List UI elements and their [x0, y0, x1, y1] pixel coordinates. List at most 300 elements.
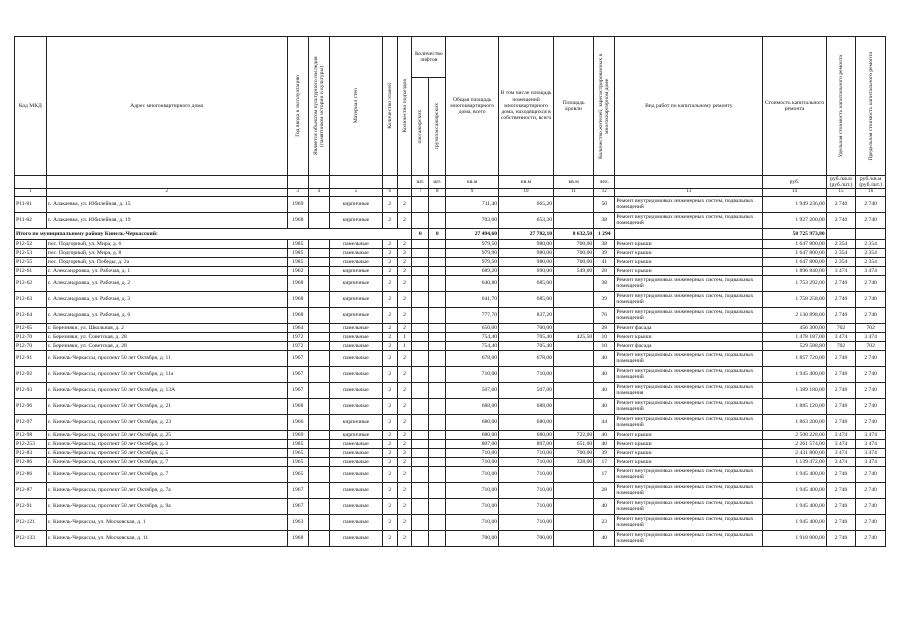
cell-lifts-cargo [429, 323, 446, 332]
cell-max-cost: 3 474 [856, 457, 886, 466]
cell-max-cost: 2 740 [856, 275, 886, 291]
cell-cultural [308, 291, 329, 307]
table-row [15, 212, 886, 228]
cell-year: 1965 [287, 457, 308, 466]
table-row [15, 275, 886, 291]
table-row [15, 439, 886, 448]
cell-max-cost: 3 474 [856, 430, 886, 439]
cell-works: Ремонт внутридомовых инженерных систем, подвальных помещений [615, 414, 763, 430]
cell-area-owned: 685,00 [499, 291, 554, 307]
cell-people: 10 [594, 341, 615, 350]
register-body [15, 196, 886, 546]
cell-max-cost: 2 740 [856, 414, 886, 430]
column-number: 12 [594, 189, 615, 196]
cell-code: Р12-86 [15, 466, 47, 482]
cell-floors: 2 [382, 414, 397, 430]
cell-lifts-cargo [429, 530, 446, 546]
cell-area-owned: 710,00 [499, 498, 554, 514]
unit-lifts-2: шт. [429, 176, 446, 189]
cell-works: Ремонт крыши [615, 248, 763, 257]
cell-cost: 1 753 292,00 [763, 275, 826, 291]
cell-floors: 2 [382, 514, 397, 530]
cell-area-owned: 653,30 [499, 212, 554, 228]
cell-area-total: 710,00 [446, 498, 499, 514]
cell-cultural [308, 439, 329, 448]
table-row [15, 307, 886, 323]
table-row [15, 430, 886, 439]
total-lifts-cargo: 0 [429, 228, 446, 239]
cell-floors: 2 [382, 332, 397, 341]
cell-address: пос. Подгорный, ул. Мира, д. 6 [46, 239, 287, 248]
cell-people: 39 [594, 291, 615, 307]
cell-cost: 1 389 180,00 [763, 382, 826, 398]
cell-code: Р12-70 [15, 341, 47, 350]
cell-people: 28 [594, 482, 615, 498]
cell-lifts-passenger [412, 466, 429, 482]
cell-max-cost: 2 740 [856, 482, 886, 498]
cell-cultural [308, 350, 329, 366]
cell-material: панельные [329, 350, 382, 366]
cell-area-total: 640,80 [446, 275, 499, 291]
cell-roof [554, 323, 594, 332]
cell-roof: 425,50 [554, 332, 594, 341]
cell-area-total: 710,00 [446, 448, 499, 457]
cell-year: 1968 [287, 275, 308, 291]
cell-area-owned: 678,00 [499, 350, 554, 366]
cell-lifts-passenger [412, 257, 429, 266]
cell-roof [554, 341, 594, 350]
unit-unit-cost: руб./кв.м (руб./шт.) [826, 176, 856, 189]
cell-area-owned: 710,00 [499, 366, 554, 382]
cell-lifts-cargo [429, 398, 446, 414]
cell-unit-cost: 2 740 [826, 196, 856, 212]
cell-floors: 2 [382, 430, 397, 439]
cell-roof [554, 196, 594, 212]
cell-entrances: 2 [397, 350, 412, 366]
cell-lifts-passenger [412, 398, 429, 414]
cell-entrances: 2 [397, 530, 412, 546]
cell-cost: 1 647 800,00 [763, 248, 826, 257]
cell-entrances: 2 [397, 212, 412, 228]
cell-address: с. Алакаевка, ул. Юбилейная, д. 15 [46, 196, 287, 212]
cell-cost: 1 949 236,00 [763, 196, 826, 212]
cell-entrances: 2 [397, 498, 412, 514]
cell-works: Ремонт внутридомовых инженерных систем, подвальных помещений [615, 350, 763, 366]
cell-people: 39 [594, 248, 615, 257]
cell-area-owned: 710,00 [499, 457, 554, 466]
cell-cost: 456 300,00 [763, 323, 826, 332]
cell-lifts-passenger [412, 239, 429, 248]
cell-year: 1969 [287, 196, 308, 212]
cell-area-owned: 980,00 [499, 248, 554, 257]
cell-people: 41 [594, 257, 615, 266]
cell-lifts-passenger [412, 498, 429, 514]
cell-cost: 529 588,80 [763, 341, 826, 350]
cell-material: кирпичные [329, 414, 382, 430]
cell-cultural [308, 307, 329, 323]
cell-area-total: 700,00 [446, 530, 499, 546]
cell-unit-cost: 2 740 [826, 291, 856, 307]
cell-people: 38 [594, 239, 615, 248]
cell-area-owned: 807,00 [499, 439, 554, 448]
cell-entrances: 2 [397, 398, 412, 414]
cell-unit-cost: 2 740 [826, 398, 856, 414]
cell-year: 1965 [287, 448, 308, 457]
header-area-total: Общая площадь многоквартирного дома, всего [446, 37, 499, 176]
cell-people: 40 [594, 366, 615, 382]
cell-address: с. Александровка, ул. Рабочая, д. 1 [46, 266, 287, 275]
cell-people: 23 [594, 514, 615, 530]
cell-cultural [308, 530, 329, 546]
cell-entrances: 2 [397, 257, 412, 266]
cell-entrances: 2 [397, 439, 412, 448]
cell-unit-cost: 2 740 [826, 307, 856, 323]
cell-cultural [308, 482, 329, 498]
cell-cost: 2 431 800,00 [763, 448, 826, 457]
cell-unit-cost: 2 740 [826, 466, 856, 482]
cell-floors: 2 [382, 275, 397, 291]
header-works: Вид работ по капитальному ремонту [615, 37, 763, 176]
cell-floors: 2 [382, 248, 397, 257]
cell-address: с. Кинель-Черкассы, проспект 50 лет Октября, д. 21 [46, 398, 287, 414]
cell-roof: 700,00 [554, 448, 594, 457]
cell-material: панельные [329, 514, 382, 530]
cell-roof [554, 482, 594, 498]
cell-floors: 2 [382, 291, 397, 307]
cell-people: 40 [594, 530, 615, 546]
cell-address: с. Кинель-Черкассы, проспект 50 лет Октября, д. 11а [46, 366, 287, 382]
cell-max-cost: 2 740 [856, 366, 886, 382]
cell-code: Р12-63 [15, 291, 47, 307]
cell-people: 40 [594, 398, 615, 414]
cell-year: 1965 [287, 466, 308, 482]
cell-area-owned: 688,00 [499, 398, 554, 414]
cell-year: 1963 [287, 514, 308, 530]
column-number: 3 [287, 189, 308, 196]
cell-max-cost: 2 740 [856, 291, 886, 307]
table-row [15, 257, 886, 266]
cell-lifts-cargo [429, 366, 446, 382]
cell-area-owned: 705,40 [499, 332, 554, 341]
cell-lifts-passenger [412, 266, 429, 275]
cell-max-cost: 3 474 [856, 332, 886, 341]
column-number: 9 [446, 189, 499, 196]
cell-roof [554, 291, 594, 307]
column-number: 1 [15, 189, 47, 196]
cell-lifts-cargo [429, 212, 446, 228]
cell-lifts-passenger [412, 291, 429, 307]
unit-max-cost: руб./кв.м (руб./шт.) [856, 176, 886, 189]
cell-code: Р12-98 [15, 430, 47, 439]
cell-address: пос. Подгорный, ул. Мира, д. 8 [46, 248, 287, 257]
cell-area-owned: 665,20 [499, 196, 554, 212]
table-row [15, 266, 886, 275]
cell-works: Ремонт внутридомовых инженерных систем, подвальных помещений [615, 530, 763, 546]
column-number: 10 [499, 189, 554, 196]
cell-code: Р12-96 [15, 398, 47, 414]
cell-material: панельные [329, 466, 382, 482]
table-row [15, 498, 886, 514]
cell-lifts-passenger [412, 457, 429, 466]
cell-year: 1962 [287, 266, 308, 275]
cell-lifts-cargo [429, 466, 446, 482]
cell-area-total: 710,00 [446, 457, 499, 466]
cell-lifts-cargo [429, 248, 446, 257]
table-row [15, 466, 886, 482]
cell-code: Р12-133 [15, 530, 47, 546]
cell-lifts-cargo [429, 196, 446, 212]
cell-area-owned: 980,00 [499, 239, 554, 248]
cell-address: с. Кинель-Черкассы, ул. Московская, д. 11 [46, 530, 287, 546]
cell-roof [554, 398, 594, 414]
cell-max-cost: 3 474 [856, 448, 886, 457]
cell-entrances: 2 [397, 366, 412, 382]
cell-cost: 1 918 000,00 [763, 530, 826, 546]
cell-unit-cost: 3 474 [826, 332, 856, 341]
cell-entrances: 2 [397, 430, 412, 439]
cell-unit-cost: 3 474 [826, 448, 856, 457]
cell-year: 1985 [287, 257, 308, 266]
cell-area-total: 680,00 [446, 414, 499, 430]
cell-unit-cost: 3 474 [826, 430, 856, 439]
cell-lifts-passenger [412, 275, 429, 291]
cell-material: кирпичные [329, 291, 382, 307]
cell-lifts-cargo [429, 307, 446, 323]
header-max-cost: Предельная стоимость капитального ремонта [856, 37, 886, 176]
cell-unit-cost: 2 740 [826, 350, 856, 366]
cell-code: Р12-93 [15, 382, 47, 398]
cell-works: Ремонт внутридомовых инженерных систем, подвальных помещений [615, 307, 763, 323]
cell-unit-cost: 2 740 [826, 275, 856, 291]
cell-cost: 1 945 400,00 [763, 482, 826, 498]
total-lifts-passenger: 0 [412, 228, 429, 239]
cell-lifts-cargo [429, 457, 446, 466]
cell-material: кирпичные [329, 430, 382, 439]
cell-lifts-passenger [412, 448, 429, 457]
table-row [15, 398, 886, 414]
cell-area-total: 979,50 [446, 257, 499, 266]
table-row [15, 341, 886, 350]
cell-people: 50 [594, 196, 615, 212]
cell-material: панельные [329, 457, 382, 466]
cell-cost: 2 130 898,00 [763, 307, 826, 323]
cell-max-cost: 2 740 [856, 398, 886, 414]
cell-roof [554, 366, 594, 382]
total-area-owned: 27 782,10 [499, 228, 554, 239]
header-area-owned: В том числе площадь помещений многоквартирного дома, находящихся в собственности, всего [499, 37, 554, 176]
cell-lifts-passenger [412, 248, 429, 257]
cell-address: с. Кинель-Черкассы, проспект 50 лет Октября, д. 7а [46, 482, 287, 498]
cell-year: 1968 [287, 530, 308, 546]
cell-material: панельные [329, 341, 382, 350]
column-number: 5 [329, 189, 382, 196]
cell-lifts-cargo [429, 350, 446, 366]
cell-code: Р12-92 [15, 366, 47, 382]
cell-lifts-cargo [429, 482, 446, 498]
cell-address: с. Александровка, ул. Рабочая, д. 6 [46, 307, 287, 323]
header-address: Адрес многоквартирного дома [46, 37, 287, 176]
total-area: 27 494,60 [446, 228, 499, 239]
cell-area-owned: 710,00 [499, 448, 554, 457]
cell-material: кирпичные [329, 266, 382, 275]
cell-area-total: 754,40 [446, 332, 499, 341]
cell-cost: 1 647 800,00 [763, 257, 826, 266]
cell-cultural [308, 266, 329, 275]
table-row [15, 514, 886, 530]
cell-floors: 2 [382, 482, 397, 498]
cell-lifts-passenger [412, 414, 429, 430]
cell-lifts-passenger [412, 307, 429, 323]
cell-lifts-passenger [412, 332, 429, 341]
cell-unit-cost: 2 354 [826, 239, 856, 248]
cell-works: Ремонт фасада [615, 323, 763, 332]
cell-area-total: 979,90 [446, 248, 499, 257]
cell-year: 1967 [287, 482, 308, 498]
header-row [15, 37, 886, 78]
cell-people: 40 [594, 350, 615, 366]
cell-area-owned: 710,00 [499, 466, 554, 482]
column-number: 15 [826, 189, 856, 196]
cell-code: Р12-97 [15, 414, 47, 430]
cell-material: панельные [329, 439, 382, 448]
cell-cultural [308, 430, 329, 439]
column-number: 6 [382, 189, 397, 196]
column-number: 4 [308, 189, 329, 196]
header-floors: Количество этажей [382, 37, 397, 176]
cell-cultural [308, 398, 329, 414]
cell-roof [554, 307, 594, 323]
cell-lifts-passenger [412, 341, 429, 350]
cell-max-cost: 2 740 [856, 196, 886, 212]
cell-works: Ремонт внутридомовых инженерных систем, подвальных помещений [615, 466, 763, 482]
cell-roof [554, 530, 594, 546]
cell-floors: 2 [382, 382, 397, 398]
cell-entrances: 2 [397, 196, 412, 212]
cell-cultural [308, 366, 329, 382]
cell-material: панельные [329, 530, 382, 546]
cell-address: с. Алакаевка, ул. Юбилейная, д. 19 [46, 212, 287, 228]
cell-max-cost: 2 354 [856, 257, 886, 266]
cell-people: 40 [594, 382, 615, 398]
header-lifts: Количество лифтов [412, 37, 446, 78]
cell-area-total: 678,00 [446, 350, 499, 366]
cell-material: кирпичные [329, 212, 382, 228]
cell-area-total: 979,50 [446, 239, 499, 248]
cell-max-cost: 2 354 [856, 239, 886, 248]
cell-code: Р12-61 [15, 266, 47, 275]
cell-cultural [308, 323, 329, 332]
column-number: 2 [46, 189, 287, 196]
cell-lifts-cargo [429, 448, 446, 457]
cell-year: 1967 [287, 498, 308, 514]
cell-max-cost: 702 [856, 341, 886, 350]
cell-address: с. Александровка, ул. Рабочая, д. 2 [46, 275, 287, 291]
total-row [15, 228, 886, 239]
cell-area-total: 703,00 [446, 212, 499, 228]
cell-lifts-cargo [429, 382, 446, 398]
cell-cost: 1 758 258,00 [763, 291, 826, 307]
cell-address: с. Кинель-Черкассы, проспект 50 лет Октября, д. 7 [46, 466, 287, 482]
cell-code: Р11-82 [15, 212, 47, 228]
column-numbers-row [15, 189, 886, 196]
cell-material: панельные [329, 248, 382, 257]
cell-works: Ремонт крыши [615, 257, 763, 266]
cell-entrances: 2 [397, 307, 412, 323]
cell-cultural [308, 248, 329, 257]
cell-floors: 2 [382, 341, 397, 350]
cell-lifts-cargo [429, 257, 446, 266]
cell-works: Ремонт внутридомовых инженерных систем, подвальных помещений [615, 514, 763, 530]
cell-roof: 700,00 [554, 248, 594, 257]
cell-max-cost: 3 474 [856, 439, 886, 448]
unit-roof: кв.м [554, 176, 594, 189]
cell-cost: 2 261 574,00 [763, 439, 826, 448]
cell-roof: 549,00 [554, 266, 594, 275]
cell-roof: 700,00 [554, 257, 594, 266]
cell-max-cost: 2 740 [856, 530, 886, 546]
cell-people: 17 [594, 466, 615, 482]
cell-floors: 2 [382, 439, 397, 448]
cell-entrances: 2 [397, 323, 412, 332]
cell-works: Ремонт крыши [615, 266, 763, 275]
cell-material: панельные [329, 498, 382, 514]
cell-cost: 1 945 400,00 [763, 366, 826, 382]
cell-year: 1968 [287, 291, 308, 307]
cell-year: 1967 [287, 350, 308, 366]
column-number [397, 189, 412, 196]
cell-cultural [308, 196, 329, 212]
cell-area-owned: 700,00 [499, 323, 554, 332]
cell-year: 1985 [287, 248, 308, 257]
cell-material: панельные [329, 448, 382, 457]
cell-lifts-passenger [412, 514, 429, 530]
cell-cultural [308, 498, 329, 514]
cell-lifts-cargo [429, 239, 446, 248]
cell-cultural [308, 332, 329, 341]
cell-roof [554, 275, 594, 291]
cell-max-cost: 2 740 [856, 212, 886, 228]
cell-floors: 2 [382, 239, 397, 248]
cell-code: Р12-53 [15, 248, 47, 257]
table-row [15, 239, 886, 248]
capital-repair-register [14, 36, 886, 547]
cell-entrances: 2 [397, 514, 412, 530]
cell-lifts-passenger [412, 482, 429, 498]
total-cost: 58 725 973,80 [763, 228, 826, 239]
cell-address: с. Кинель-Черкассы, проспект 50 лет Октября, д. 11 [46, 350, 287, 366]
cell-works: Ремонт крыши [615, 332, 763, 341]
cell-area-total: 710,00 [446, 482, 499, 498]
cell-works: Ремонт внутридомовых инженерных систем, подвальных помещений [615, 291, 763, 307]
cell-lifts-passenger [412, 196, 429, 212]
column-number: 13 [615, 189, 763, 196]
header-unit-cost: Удельная стоимость капитального ремонта [826, 37, 856, 176]
cell-floors: 2 [382, 257, 397, 266]
cell-area-owned: 507,00 [499, 382, 554, 398]
column-number: 8 [429, 189, 446, 196]
unit-area: кв.м [446, 176, 499, 189]
cell-area-total: 680,00 [446, 430, 499, 439]
unit-cost: руб. [763, 176, 826, 189]
cell-roof: 722,00 [554, 430, 594, 439]
unit-area-2: кв.м [499, 176, 554, 189]
cell-lifts-passenger [412, 439, 429, 448]
cell-cultural [308, 514, 329, 530]
cell-lifts-passenger [412, 430, 429, 439]
cell-area-total: 689,20 [446, 266, 499, 275]
cell-floors: 2 [382, 448, 397, 457]
cell-max-cost: 2 740 [856, 466, 886, 482]
